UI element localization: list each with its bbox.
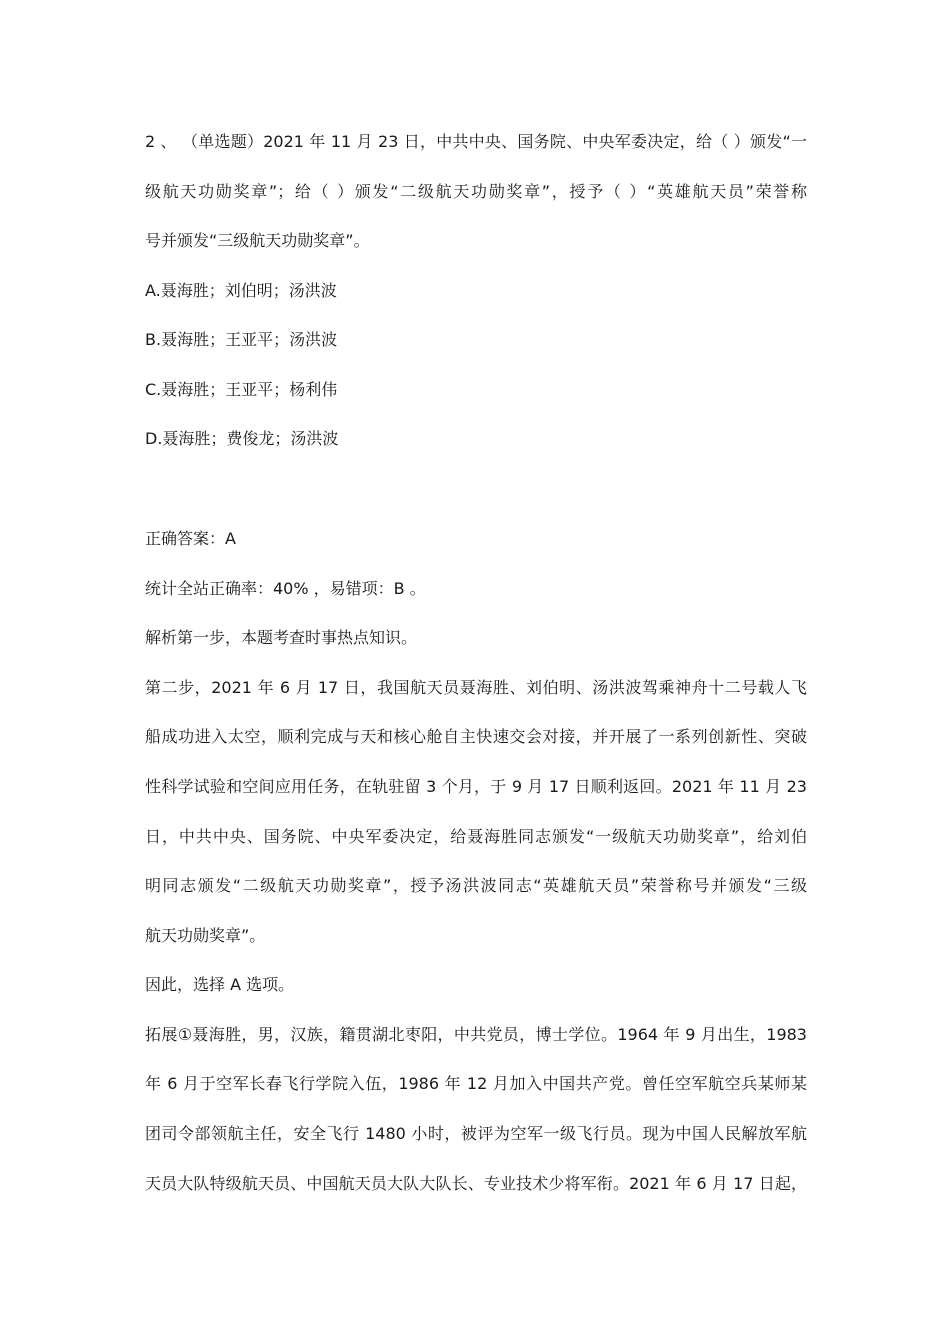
analysis-step-1: 解析第一步，本题考查时事热点知识。 [145, 628, 418, 647]
extension-line-4: 天员大队特级航天员、中国航天员大队大队长、专业技术少将军衔。2021 年 6 月 17 日起， [145, 1174, 807, 1193]
analysis-step-2-line-5: 明同志颁发“二级航天功勋奖章”，授予汤洪波同志“英雄航天员”荣誉称号并颁发“三级 [145, 876, 807, 895]
analysis-step-2-line-1: 第二步，2021 年 6 月 17 日，我国航天员聂海胜、刘伯明、汤洪波驾乘神舟十二号载人飞 [145, 678, 807, 697]
option-d: D.聂海胜；费俊龙；汤洪波 [145, 429, 339, 448]
analysis-step-2-line-3: 性科学试验和空间应用任务，在轨驻留 3 个月，于 9 月 17 日顺利返回。2021 年 11 月 23 [145, 777, 807, 796]
analysis-step-2-line-6: 航天功勋奖章”。 [145, 926, 266, 945]
option-b: B.聂海胜；王亚平；汤洪波 [145, 330, 338, 349]
extension-line-3: 团司令部领航主任，安全飞行 1480 小时，被评为空军一级飞行员。现为中国人民解放军航 [145, 1124, 807, 1143]
analysis-conclusion: 因此，选择 A 选项。 [145, 975, 295, 994]
extension-line-2: 年 6 月于空军长春飞行学院入伍，1986 年 12 月加入中国共产党。曾任空军航空兵某师某 [145, 1074, 807, 1093]
question-line-3: 号并颁发“三级航天功勋奖章”。 [145, 231, 370, 250]
question-line-2: 级航天功勋奖章”；给（ ）颁发“二级航天功勋奖章”，授予（ ）“英雄航天员”荣誉称 [145, 182, 807, 201]
accuracy-stats: 统计全站正确率：40% ，易错项：B 。 [145, 579, 426, 598]
option-c: C.聂海胜；王亚平；杨利伟 [145, 380, 338, 399]
analysis-step-2-line-2: 船成功进入太空，顺利完成与天和核心舱自主快速交会对接，并开展了一系列创新性、突破 [145, 727, 807, 746]
option-a: A.聂海胜；刘伯明；汤洪波 [145, 281, 337, 300]
question-line-1: 2 、 （单选题）2021 年 11 月 23 日，中共中央、国务院、中央军委决定，给（ ）颁发“一 [145, 132, 807, 151]
extension-line-1: 拓展①聂海胜，男，汉族，籍贯湖北枣阳，中共党员，博士学位。1964 年 9 月出生，1983 [145, 1025, 807, 1044]
correct-answer: 正确答案：A [145, 529, 236, 548]
analysis-step-2-line-4: 日，中共中央、国务院、中央军委决定，给聂海胜同志颁发“一级航天功勋奖章”，给刘伯 [145, 827, 807, 846]
